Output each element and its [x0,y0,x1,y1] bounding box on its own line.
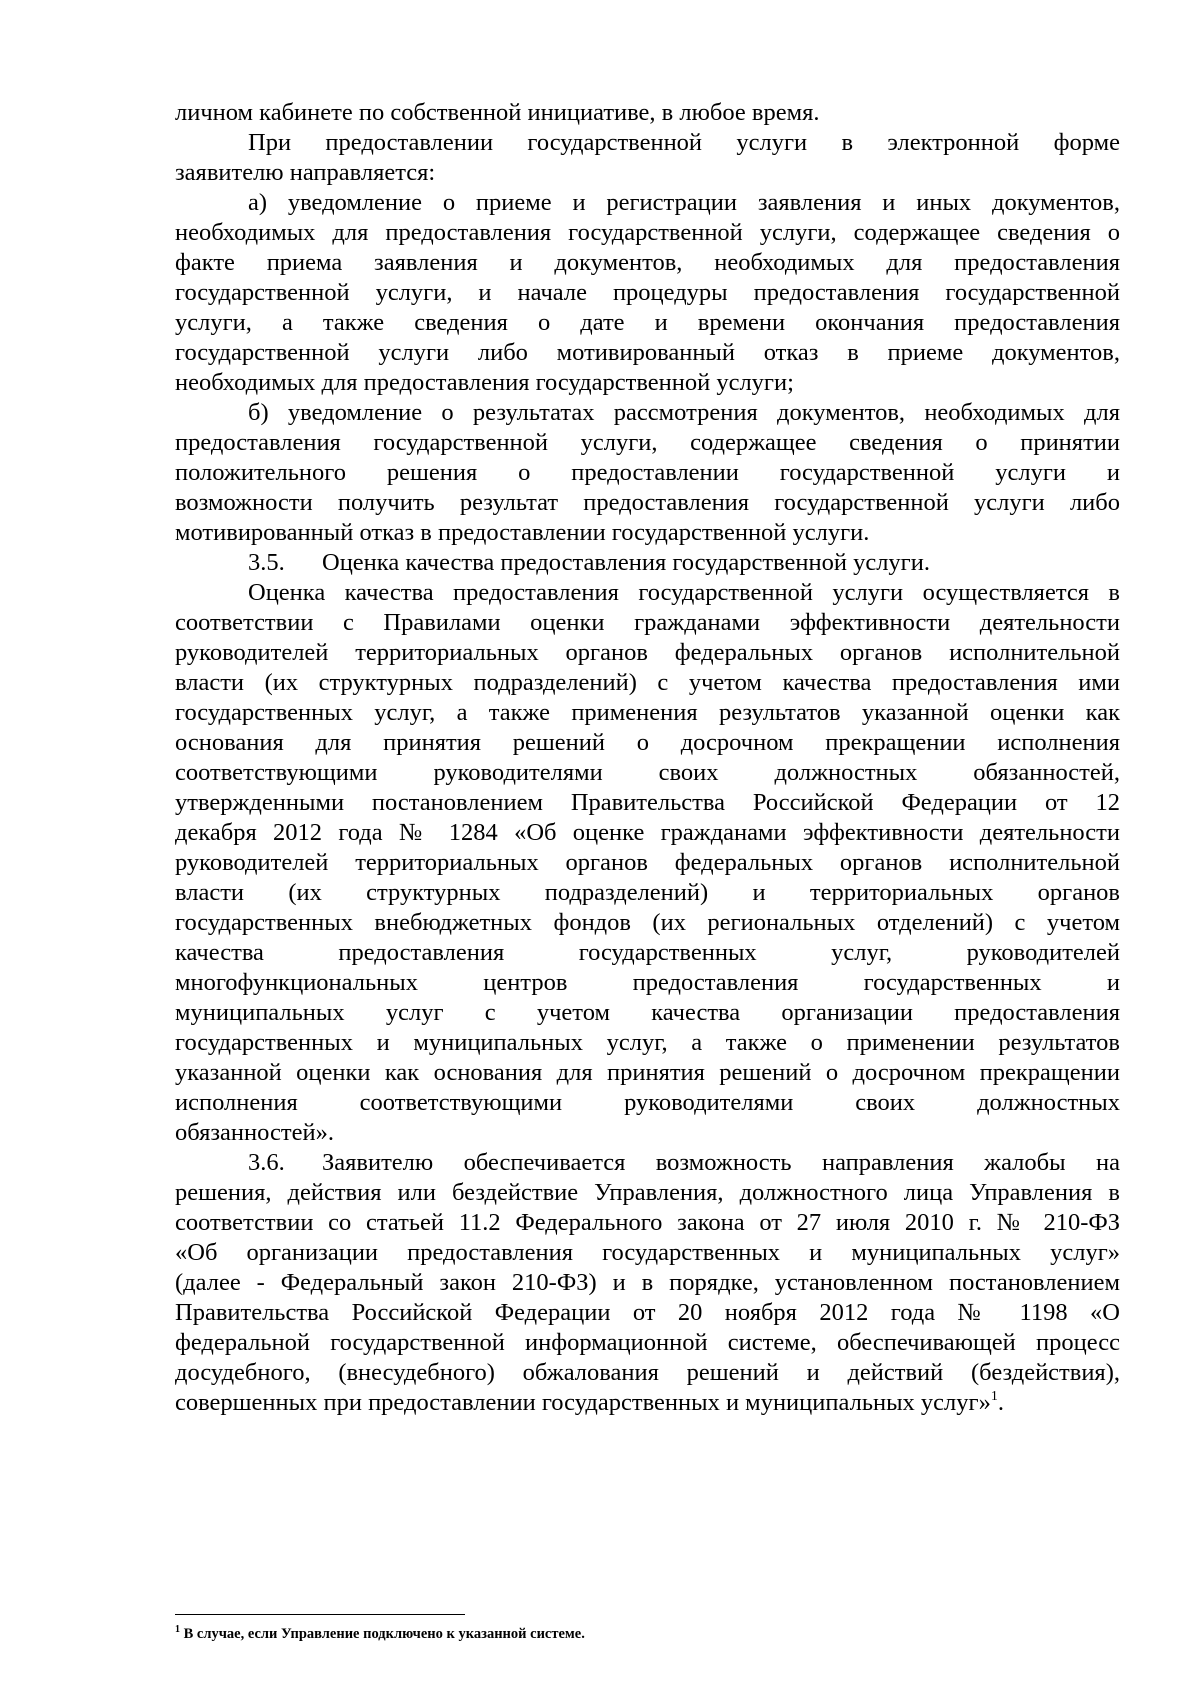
text-line: возможности получить результат предоставления государственной услуги либо [175,489,1120,516]
section-title: Оценка качества предоставления государственной услуги. [322,549,930,576]
text-line: власти (их структурных подразделений) с учетом качества предоставления ими [175,669,1120,696]
text-line: б) уведомление о результатах рассмотрения документов, необходимых для [248,399,1120,426]
footnote-divider [175,1614,465,1615]
text-line: а) уведомление о приеме и регистрации заявления и иных документов, [248,189,1120,216]
section-heading-3-6 [248,1148,1120,1178]
text-line: предоставления государственной услуги, содержащее сведения о принятии [175,429,1120,456]
footnote-ref[interactable]: 1 [990,1389,998,1404]
text-line: Правительства Российской Федерации от 20 ноября 2012 года № 1198 «О [175,1299,1120,1326]
footnote [175,1624,585,1644]
text-line: (далее - Федеральный закон 210-ФЗ) и в порядке, установленном постановлением [175,1269,1120,1296]
text-line: соответствии со статьей 11.2 Федерального закона от 27 июля 2010 г. № 210-ФЗ [175,1209,1120,1236]
text-line: государственной услуги либо мотивированный отказ в приеме документов, [175,339,1120,366]
text-line: государственных и муниципальных услуг, а также о применении результатов [175,1029,1120,1056]
sentence-end: . [997,1389,1004,1416]
text-line: декабря 2012 года № 1284 «Об оценке гражданами эффективности деятельности [175,819,1120,846]
text-line: руководителей территориальных органов федеральных органов исполнительной [175,639,1120,666]
text-line: федеральной государственной информационной системе, обеспечивающей процесс [175,1329,1120,1356]
text-line: необходимых для предоставления государственной услуги, содержащее сведения о [175,219,1120,246]
text-line: При предоставлении государственной услуги в электронной форме [248,129,1120,156]
text-line: власти (их структурных подразделений) и территориальных органов [175,879,1120,906]
section-text: Заявителю обеспечивается возможность направления жалобы на [322,1149,1120,1176]
text-line: утвержденными постановлением Правительства Российской Федерации от 12 [175,789,1120,816]
text-line: соответствующими руководителями своих должностных обязанностей, [175,759,1120,786]
text-line: факте приема заявления и документов, необходимых для предоставления [175,249,1120,276]
text-line: личном кабинете по собственной инициативе, в любое время. [175,99,820,126]
footnote-text: В случае, если Управление подключено к указанной системе. [183,1626,585,1642]
text-line [175,1388,1120,1418]
section-heading-3-5 [248,548,1120,578]
text-line: «Об организации предоставления государственных и муниципальных услуг» [175,1239,1120,1266]
footnote-marker: 1 [175,1624,180,1635]
text-line: Оценка качества предоставления государственной услуги осуществляется в [248,579,1120,606]
text-line: муниципальных услуг с учетом качества организации предоставления [175,999,1120,1026]
text-line: исполнения соответствующими руководителями своих должностных [175,1089,1120,1116]
section-number: 3.6. [248,1149,285,1176]
text-line: государственных услуг, а также применения результатов указанной оценки как [175,699,1120,726]
text-line: руководителей территориальных органов федеральных органов исполнительной [175,849,1120,876]
text-line: указанной оценки как основания для принятия решений о досрочном прекращении [175,1059,1120,1086]
text-line: многофункциональных центров предоставления государственных и [175,969,1120,996]
text-line: качества предоставления государственных услуг, руководителей [175,939,1120,966]
text-line: заявителю направляется: [175,159,436,186]
text-line-content: совершенных при предоставлении государственных и муниципальных услуг» [175,1389,991,1416]
text-line: решения, действия или бездействие Управления, должностного лица Управления в [175,1179,1120,1206]
text-line: обязанностей». [175,1119,334,1146]
text-line: необходимых для предоставления государственной услуги; [175,369,794,396]
text-line: мотивированный отказ в предоставлении государственной услуги. [175,519,870,546]
text-line: досудебного, (внесудебного) обжалования решений и действий (бездействия), [175,1359,1120,1386]
text-line: государственных внебюджетных фондов (их региональных отделений) с учетом [175,909,1120,936]
text-line: услуги, а также сведения о дате и времени окончания предоставления [175,309,1120,336]
text-line: соответствии с Правилами оценки гражданами эффективности деятельности [175,609,1120,636]
text-line: государственной услуги, и начале процедуры предоставления государственной [175,279,1120,306]
text-line: положительного решения о предоставлении государственной услуги и [175,459,1120,486]
section-number: 3.5. [248,549,285,576]
text-line: основания для принятия решений о досрочном прекращении исполнения [175,729,1120,756]
